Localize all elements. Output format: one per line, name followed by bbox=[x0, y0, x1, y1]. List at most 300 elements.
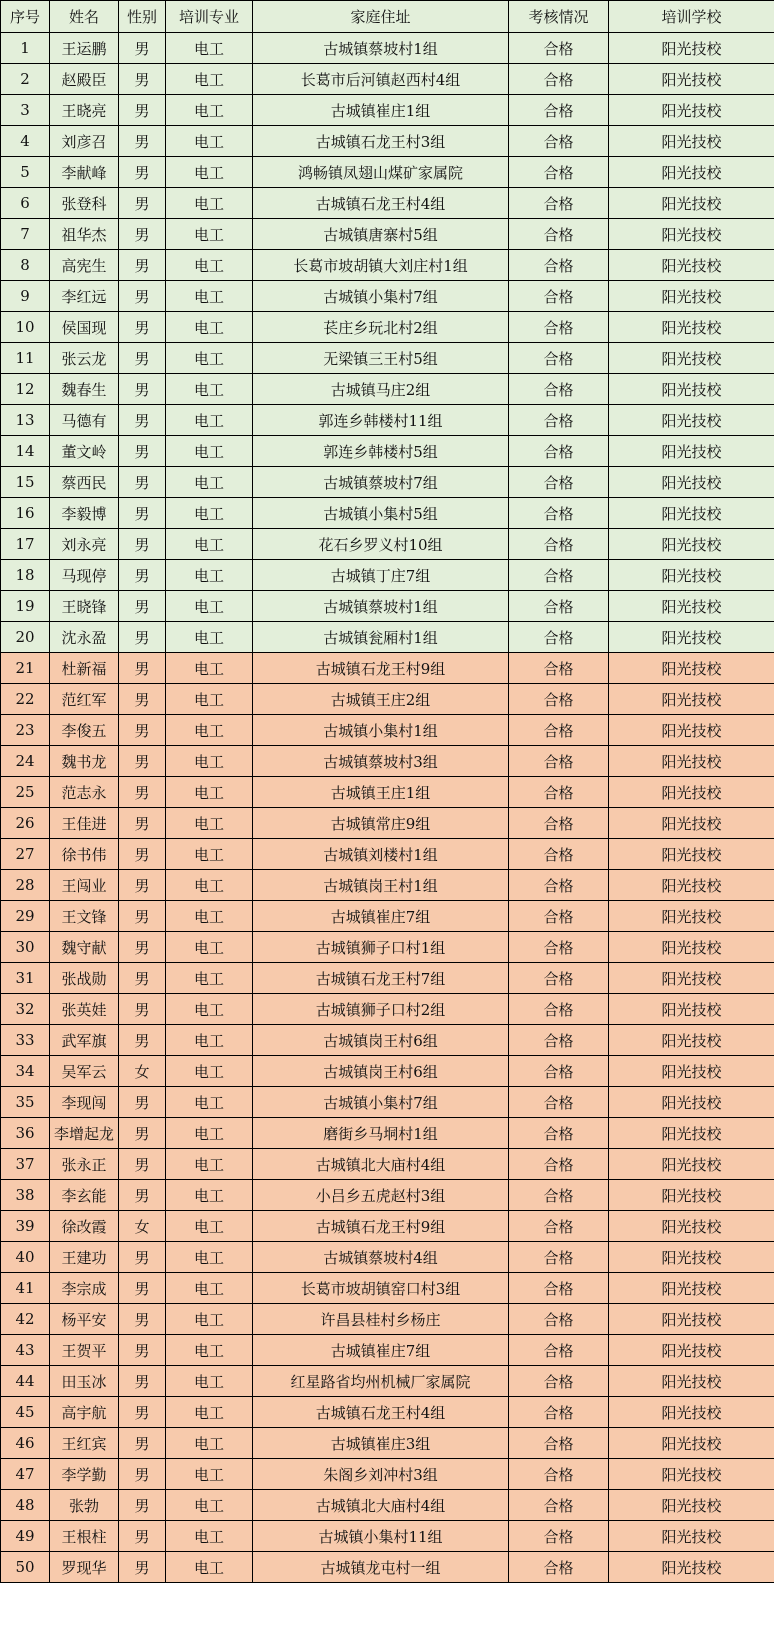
table-row bbox=[1, 219, 774, 250]
cell-major: 电工 bbox=[166, 1552, 253, 1583]
cell-gender: 男 bbox=[119, 1304, 166, 1335]
cell-name: 李宗成 bbox=[50, 1273, 119, 1304]
cell-name: 李献峰 bbox=[50, 157, 119, 188]
cell-result: 合格 bbox=[509, 839, 609, 870]
cell-result: 合格 bbox=[509, 1056, 609, 1087]
cell-address: 古城镇石龙王村3组 bbox=[253, 126, 509, 157]
cell-name: 王红宾 bbox=[50, 1428, 119, 1459]
cell-gender: 男 bbox=[119, 436, 166, 467]
cell-address: 长葛市后河镇赵西村4组 bbox=[253, 64, 509, 95]
cell-no: 27 bbox=[1, 839, 50, 870]
cell-address: 古城镇王庄1组 bbox=[253, 777, 509, 808]
cell-result: 合格 bbox=[509, 1459, 609, 1490]
cell-school: 阳光技校 bbox=[609, 1118, 774, 1149]
cell-no: 50 bbox=[1, 1552, 50, 1583]
cell-gender: 男 bbox=[119, 1149, 166, 1180]
cell-name: 张云龙 bbox=[50, 343, 119, 374]
header-major: 培训专业 bbox=[166, 1, 253, 33]
cell-address: 古城镇崔庄1组 bbox=[253, 95, 509, 126]
cell-result: 合格 bbox=[509, 405, 609, 436]
cell-name: 李学勤 bbox=[50, 1459, 119, 1490]
cell-result: 合格 bbox=[509, 715, 609, 746]
cell-result: 合格 bbox=[509, 1025, 609, 1056]
cell-major: 电工 bbox=[166, 808, 253, 839]
cell-no: 25 bbox=[1, 777, 50, 808]
cell-name: 张永正 bbox=[50, 1149, 119, 1180]
cell-address: 古城镇蔡坡村1组 bbox=[253, 33, 509, 64]
cell-result: 合格 bbox=[509, 1149, 609, 1180]
cell-gender: 男 bbox=[119, 715, 166, 746]
cell-address: 花石乡罗义村10组 bbox=[253, 529, 509, 560]
cell-gender: 男 bbox=[119, 219, 166, 250]
cell-result: 合格 bbox=[509, 436, 609, 467]
cell-address: 郭连乡韩楼村5组 bbox=[253, 436, 509, 467]
cell-no: 6 bbox=[1, 188, 50, 219]
cell-address: 长葛市坡胡镇大刘庄村1组 bbox=[253, 250, 509, 281]
cell-no: 1 bbox=[1, 33, 50, 64]
cell-major: 电工 bbox=[166, 994, 253, 1025]
cell-result: 合格 bbox=[509, 250, 609, 281]
cell-no: 32 bbox=[1, 994, 50, 1025]
cell-gender: 男 bbox=[119, 777, 166, 808]
cell-result: 合格 bbox=[509, 1304, 609, 1335]
cell-name: 高宪生 bbox=[50, 250, 119, 281]
cell-major: 电工 bbox=[166, 1180, 253, 1211]
cell-major: 电工 bbox=[166, 1304, 253, 1335]
cell-school: 阳光技校 bbox=[609, 1242, 774, 1273]
cell-gender: 男 bbox=[119, 560, 166, 591]
table-row bbox=[1, 901, 774, 932]
cell-result: 合格 bbox=[509, 219, 609, 250]
cell-name: 沈永盈 bbox=[50, 622, 119, 653]
cell-address: 古城镇王庄2组 bbox=[253, 684, 509, 715]
cell-address: 古城镇石龙王村9组 bbox=[253, 653, 509, 684]
cell-school: 阳光技校 bbox=[609, 343, 774, 374]
cell-school: 阳光技校 bbox=[609, 1211, 774, 1242]
cell-no: 17 bbox=[1, 529, 50, 560]
cell-address: 古城镇崔庄7组 bbox=[253, 901, 509, 932]
cell-school: 阳光技校 bbox=[609, 1552, 774, 1583]
cell-name: 张英娃 bbox=[50, 994, 119, 1025]
cell-major: 电工 bbox=[166, 281, 253, 312]
cell-gender: 女 bbox=[119, 1211, 166, 1242]
cell-address: 苌庄乡玩北村2组 bbox=[253, 312, 509, 343]
cell-address: 古城镇北大庙村4组 bbox=[253, 1490, 509, 1521]
cell-school: 阳光技校 bbox=[609, 529, 774, 560]
cell-no: 21 bbox=[1, 653, 50, 684]
cell-name: 李俊五 bbox=[50, 715, 119, 746]
cell-name: 张登科 bbox=[50, 188, 119, 219]
cell-name: 高宇航 bbox=[50, 1397, 119, 1428]
cell-name: 李增起龙 bbox=[50, 1118, 119, 1149]
table-row bbox=[1, 560, 774, 591]
cell-gender: 男 bbox=[119, 374, 166, 405]
cell-no: 20 bbox=[1, 622, 50, 653]
cell-school: 阳光技校 bbox=[609, 963, 774, 994]
cell-address: 长葛市坡胡镇窑口村3组 bbox=[253, 1273, 509, 1304]
cell-gender: 男 bbox=[119, 33, 166, 64]
cell-no: 4 bbox=[1, 126, 50, 157]
cell-result: 合格 bbox=[509, 994, 609, 1025]
cell-name: 李红远 bbox=[50, 281, 119, 312]
cell-no: 14 bbox=[1, 436, 50, 467]
cell-no: 45 bbox=[1, 1397, 50, 1428]
cell-gender: 男 bbox=[119, 343, 166, 374]
cell-gender: 男 bbox=[119, 188, 166, 219]
cell-name: 赵殿臣 bbox=[50, 64, 119, 95]
cell-no: 24 bbox=[1, 746, 50, 777]
cell-no: 46 bbox=[1, 1428, 50, 1459]
table-row bbox=[1, 1149, 774, 1180]
cell-name: 王佳进 bbox=[50, 808, 119, 839]
cell-no: 40 bbox=[1, 1242, 50, 1273]
cell-address: 古城镇小集村5组 bbox=[253, 498, 509, 529]
cell-no: 37 bbox=[1, 1149, 50, 1180]
cell-no: 41 bbox=[1, 1273, 50, 1304]
cell-address: 古城镇石龙王村4组 bbox=[253, 188, 509, 219]
cell-result: 合格 bbox=[509, 374, 609, 405]
table-row bbox=[1, 715, 774, 746]
cell-school: 阳光技校 bbox=[609, 126, 774, 157]
cell-result: 合格 bbox=[509, 343, 609, 374]
cell-address: 古城镇小集村11组 bbox=[253, 1521, 509, 1552]
table-row bbox=[1, 157, 774, 188]
cell-address: 许昌县桂村乡杨庄 bbox=[253, 1304, 509, 1335]
cell-school: 阳光技校 bbox=[609, 188, 774, 219]
cell-gender: 男 bbox=[119, 963, 166, 994]
cell-gender: 男 bbox=[119, 1459, 166, 1490]
cell-result: 合格 bbox=[509, 560, 609, 591]
cell-gender: 男 bbox=[119, 808, 166, 839]
cell-gender: 男 bbox=[119, 64, 166, 95]
table-row bbox=[1, 188, 774, 219]
cell-no: 3 bbox=[1, 95, 50, 126]
cell-name: 刘彦召 bbox=[50, 126, 119, 157]
cell-no: 48 bbox=[1, 1490, 50, 1521]
cell-address: 古城镇崔庄7组 bbox=[253, 1335, 509, 1366]
table-row bbox=[1, 1242, 774, 1273]
cell-major: 电工 bbox=[166, 963, 253, 994]
cell-gender: 男 bbox=[119, 870, 166, 901]
cell-major: 电工 bbox=[166, 746, 253, 777]
cell-major: 电工 bbox=[166, 591, 253, 622]
cell-name: 王闯业 bbox=[50, 870, 119, 901]
cell-no: 7 bbox=[1, 219, 50, 250]
cell-result: 合格 bbox=[509, 1428, 609, 1459]
table-row bbox=[1, 684, 774, 715]
cell-school: 阳光技校 bbox=[609, 1180, 774, 1211]
cell-school: 阳光技校 bbox=[609, 932, 774, 963]
cell-gender: 男 bbox=[119, 1428, 166, 1459]
cell-name: 范红军 bbox=[50, 684, 119, 715]
cell-major: 电工 bbox=[166, 560, 253, 591]
header-result: 考核情况 bbox=[509, 1, 609, 33]
cell-gender: 女 bbox=[119, 1056, 166, 1087]
cell-major: 电工 bbox=[166, 126, 253, 157]
cell-address: 古城镇蔡坡村1组 bbox=[253, 591, 509, 622]
cell-address: 古城镇小集村7组 bbox=[253, 1087, 509, 1118]
cell-name: 王晓锋 bbox=[50, 591, 119, 622]
cell-no: 36 bbox=[1, 1118, 50, 1149]
cell-no: 31 bbox=[1, 963, 50, 994]
cell-result: 合格 bbox=[509, 95, 609, 126]
cell-name: 杨平安 bbox=[50, 1304, 119, 1335]
cell-name: 马现停 bbox=[50, 560, 119, 591]
table-row bbox=[1, 653, 774, 684]
cell-result: 合格 bbox=[509, 157, 609, 188]
cell-address: 古城镇龙屯村一组 bbox=[253, 1552, 509, 1583]
cell-gender: 男 bbox=[119, 1521, 166, 1552]
cell-address: 古城镇马庄2组 bbox=[253, 374, 509, 405]
cell-name: 徐改霞 bbox=[50, 1211, 119, 1242]
table-row bbox=[1, 994, 774, 1025]
cell-school: 阳光技校 bbox=[609, 591, 774, 622]
cell-gender: 男 bbox=[119, 250, 166, 281]
cell-school: 阳光技校 bbox=[609, 1149, 774, 1180]
header-no: 序号 bbox=[1, 1, 50, 33]
cell-result: 合格 bbox=[509, 498, 609, 529]
cell-result: 合格 bbox=[509, 1397, 609, 1428]
cell-major: 电工 bbox=[166, 1397, 253, 1428]
cell-result: 合格 bbox=[509, 188, 609, 219]
cell-name: 董文岭 bbox=[50, 436, 119, 467]
cell-result: 合格 bbox=[509, 529, 609, 560]
cell-name: 魏守献 bbox=[50, 932, 119, 963]
cell-major: 电工 bbox=[166, 1242, 253, 1273]
cell-address: 古城镇狮子口村2组 bbox=[253, 994, 509, 1025]
cell-result: 合格 bbox=[509, 1335, 609, 1366]
cell-address: 小吕乡五虎赵村3组 bbox=[253, 1180, 509, 1211]
cell-no: 28 bbox=[1, 870, 50, 901]
table-row bbox=[1, 250, 774, 281]
table-row bbox=[1, 1273, 774, 1304]
table-row bbox=[1, 64, 774, 95]
cell-school: 阳光技校 bbox=[609, 1087, 774, 1118]
cell-school: 阳光技校 bbox=[609, 64, 774, 95]
cell-no: 11 bbox=[1, 343, 50, 374]
cell-address: 古城镇刘楼村1组 bbox=[253, 839, 509, 870]
cell-no: 18 bbox=[1, 560, 50, 591]
cell-address: 磨街乡马垌村1组 bbox=[253, 1118, 509, 1149]
cell-address: 古城镇石龙王村9组 bbox=[253, 1211, 509, 1242]
cell-name: 吴军云 bbox=[50, 1056, 119, 1087]
cell-school: 阳光技校 bbox=[609, 219, 774, 250]
cell-name: 祖华杰 bbox=[50, 219, 119, 250]
cell-address: 古城镇岗王村6组 bbox=[253, 1056, 509, 1087]
cell-no: 2 bbox=[1, 64, 50, 95]
cell-school: 阳光技校 bbox=[609, 901, 774, 932]
cell-name: 王运鹏 bbox=[50, 33, 119, 64]
cell-no: 22 bbox=[1, 684, 50, 715]
cell-no: 42 bbox=[1, 1304, 50, 1335]
cell-school: 阳光技校 bbox=[609, 95, 774, 126]
cell-address: 古城镇崔庄3组 bbox=[253, 1428, 509, 1459]
cell-major: 电工 bbox=[166, 467, 253, 498]
cell-major: 电工 bbox=[166, 653, 253, 684]
cell-result: 合格 bbox=[509, 1490, 609, 1521]
cell-result: 合格 bbox=[509, 653, 609, 684]
cell-no: 23 bbox=[1, 715, 50, 746]
cell-gender: 男 bbox=[119, 126, 166, 157]
cell-address: 古城镇小集村7组 bbox=[253, 281, 509, 312]
cell-major: 电工 bbox=[166, 1211, 253, 1242]
cell-no: 15 bbox=[1, 467, 50, 498]
cell-result: 合格 bbox=[509, 684, 609, 715]
cell-result: 合格 bbox=[509, 808, 609, 839]
cell-name: 王根柱 bbox=[50, 1521, 119, 1552]
cell-major: 电工 bbox=[166, 1118, 253, 1149]
cell-gender: 男 bbox=[119, 312, 166, 343]
cell-no: 34 bbox=[1, 1056, 50, 1087]
cell-result: 合格 bbox=[509, 467, 609, 498]
cell-gender: 男 bbox=[119, 591, 166, 622]
cell-no: 39 bbox=[1, 1211, 50, 1242]
cell-no: 12 bbox=[1, 374, 50, 405]
cell-school: 阳光技校 bbox=[609, 839, 774, 870]
cell-school: 阳光技校 bbox=[609, 994, 774, 1025]
cell-major: 电工 bbox=[166, 436, 253, 467]
cell-school: 阳光技校 bbox=[609, 1025, 774, 1056]
cell-major: 电工 bbox=[166, 777, 253, 808]
cell-gender: 男 bbox=[119, 157, 166, 188]
cell-no: 9 bbox=[1, 281, 50, 312]
cell-major: 电工 bbox=[166, 95, 253, 126]
cell-major: 电工 bbox=[166, 622, 253, 653]
table-row bbox=[1, 498, 774, 529]
table-row bbox=[1, 126, 774, 157]
table-row bbox=[1, 870, 774, 901]
cell-address: 古城镇唐寨村5组 bbox=[253, 219, 509, 250]
table-row bbox=[1, 1366, 774, 1397]
cell-result: 合格 bbox=[509, 1118, 609, 1149]
cell-major: 电工 bbox=[166, 312, 253, 343]
cell-major: 电工 bbox=[166, 1459, 253, 1490]
cell-name: 马德有 bbox=[50, 405, 119, 436]
cell-school: 阳光技校 bbox=[609, 1335, 774, 1366]
table-row bbox=[1, 1521, 774, 1552]
cell-name: 田玉冰 bbox=[50, 1366, 119, 1397]
cell-major: 电工 bbox=[166, 529, 253, 560]
cell-major: 电工 bbox=[166, 1087, 253, 1118]
cell-name: 张战勋 bbox=[50, 963, 119, 994]
cell-gender: 男 bbox=[119, 994, 166, 1025]
cell-name: 侯国现 bbox=[50, 312, 119, 343]
cell-major: 电工 bbox=[166, 374, 253, 405]
table-row bbox=[1, 1211, 774, 1242]
table-row bbox=[1, 95, 774, 126]
table-row bbox=[1, 405, 774, 436]
cell-school: 阳光技校 bbox=[609, 281, 774, 312]
table-row bbox=[1, 1056, 774, 1087]
cell-no: 38 bbox=[1, 1180, 50, 1211]
cell-major: 电工 bbox=[166, 1490, 253, 1521]
cell-no: 33 bbox=[1, 1025, 50, 1056]
cell-gender: 男 bbox=[119, 95, 166, 126]
cell-school: 阳光技校 bbox=[609, 684, 774, 715]
cell-name: 罗现华 bbox=[50, 1552, 119, 1583]
cell-gender: 男 bbox=[119, 839, 166, 870]
cell-result: 合格 bbox=[509, 1552, 609, 1583]
cell-name: 李毅博 bbox=[50, 498, 119, 529]
cell-school: 阳光技校 bbox=[609, 374, 774, 405]
cell-address: 古城镇常庄9组 bbox=[253, 808, 509, 839]
cell-gender: 男 bbox=[119, 901, 166, 932]
cell-major: 电工 bbox=[166, 901, 253, 932]
cell-name: 蔡西民 bbox=[50, 467, 119, 498]
cell-major: 电工 bbox=[166, 1149, 253, 1180]
cell-result: 合格 bbox=[509, 932, 609, 963]
cell-school: 阳光技校 bbox=[609, 1490, 774, 1521]
cell-school: 阳光技校 bbox=[609, 777, 774, 808]
cell-school: 阳光技校 bbox=[609, 622, 774, 653]
cell-major: 电工 bbox=[166, 64, 253, 95]
cell-address: 鸿畅镇凤翅山煤矿家属院 bbox=[253, 157, 509, 188]
cell-address: 朱阁乡刘冲村3组 bbox=[253, 1459, 509, 1490]
cell-school: 阳光技校 bbox=[609, 157, 774, 188]
cell-school: 阳光技校 bbox=[609, 746, 774, 777]
cell-name: 杜新福 bbox=[50, 653, 119, 684]
table-row bbox=[1, 374, 774, 405]
cell-address: 古城镇北大庙村4组 bbox=[253, 1149, 509, 1180]
cell-gender: 男 bbox=[119, 405, 166, 436]
cell-no: 43 bbox=[1, 1335, 50, 1366]
cell-address: 古城镇瓮厢村1组 bbox=[253, 622, 509, 653]
cell-result: 合格 bbox=[509, 777, 609, 808]
cell-gender: 男 bbox=[119, 467, 166, 498]
cell-school: 阳光技校 bbox=[609, 715, 774, 746]
cell-gender: 男 bbox=[119, 281, 166, 312]
cell-major: 电工 bbox=[166, 1521, 253, 1552]
cell-no: 26 bbox=[1, 808, 50, 839]
table-row bbox=[1, 777, 774, 808]
table-body bbox=[1, 33, 774, 1583]
cell-school: 阳光技校 bbox=[609, 653, 774, 684]
cell-school: 阳光技校 bbox=[609, 467, 774, 498]
cell-gender: 男 bbox=[119, 622, 166, 653]
cell-major: 电工 bbox=[166, 33, 253, 64]
cell-major: 电工 bbox=[166, 684, 253, 715]
cell-name: 李现闯 bbox=[50, 1087, 119, 1118]
cell-result: 合格 bbox=[509, 312, 609, 343]
cell-result: 合格 bbox=[509, 64, 609, 95]
cell-gender: 男 bbox=[119, 684, 166, 715]
cell-result: 合格 bbox=[509, 901, 609, 932]
cell-school: 阳光技校 bbox=[609, 33, 774, 64]
table-row bbox=[1, 1087, 774, 1118]
cell-name: 王晓亮 bbox=[50, 95, 119, 126]
cell-gender: 男 bbox=[119, 529, 166, 560]
cell-major: 电工 bbox=[166, 405, 253, 436]
cell-major: 电工 bbox=[166, 870, 253, 901]
table-row bbox=[1, 932, 774, 963]
table-row bbox=[1, 1428, 774, 1459]
table-row bbox=[1, 281, 774, 312]
cell-major: 电工 bbox=[166, 839, 253, 870]
cell-result: 合格 bbox=[509, 126, 609, 157]
table-row bbox=[1, 746, 774, 777]
table-header-row bbox=[1, 1, 774, 33]
cell-major: 电工 bbox=[166, 343, 253, 374]
cell-no: 29 bbox=[1, 901, 50, 932]
cell-result: 合格 bbox=[509, 1211, 609, 1242]
cell-major: 电工 bbox=[166, 157, 253, 188]
cell-school: 阳光技校 bbox=[609, 250, 774, 281]
cell-address: 郭连乡韩楼村11组 bbox=[253, 405, 509, 436]
cell-major: 电工 bbox=[166, 1056, 253, 1087]
cell-address: 古城镇蔡坡村4组 bbox=[253, 1242, 509, 1273]
cell-no: 47 bbox=[1, 1459, 50, 1490]
cell-address: 古城镇石龙王村7组 bbox=[253, 963, 509, 994]
